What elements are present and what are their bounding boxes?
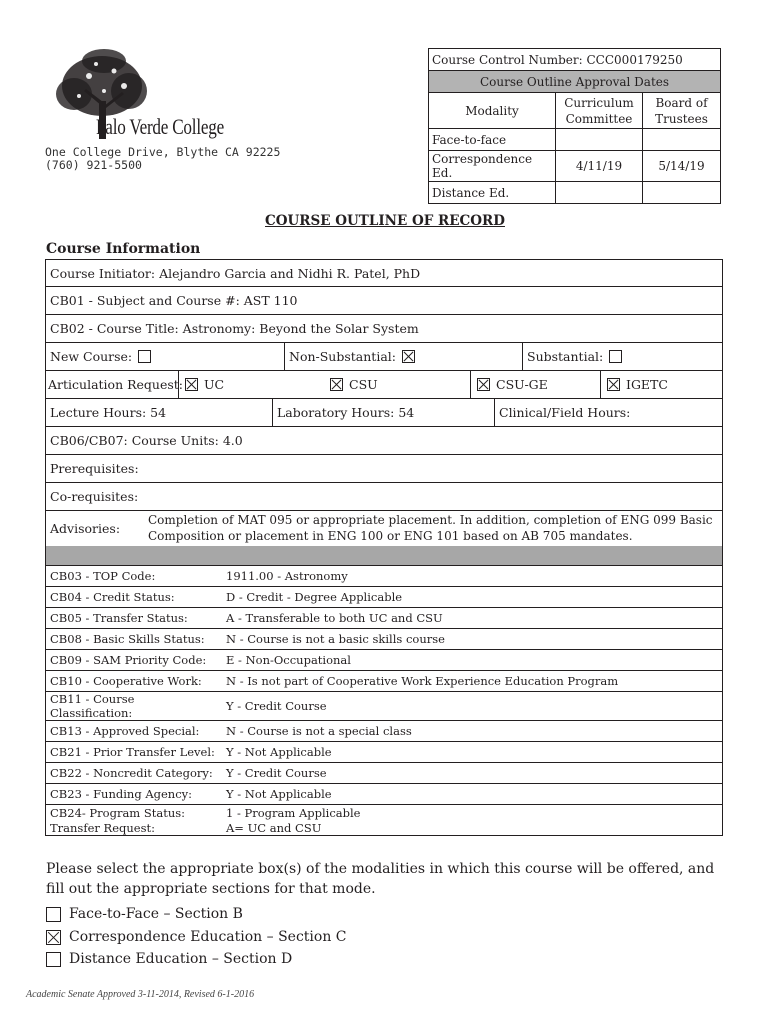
code-row <box>46 629 723 650</box>
document-title: COURSE OUTLINE OF RECORD <box>265 213 505 229</box>
curriculum-date: 4/11/19 <box>556 151 643 182</box>
code-value: D - Credit - Degree Applicable <box>222 587 723 608</box>
modality-cell: Correspondence Ed. <box>429 151 556 182</box>
modality-cell: Distance Ed. <box>429 182 556 204</box>
address-line: One College Drive, Blythe CA 92225 <box>45 145 281 159</box>
csu-ge-checkbox[interactable] <box>477 378 490 391</box>
approval-header: Course Outline Approval Dates <box>429 71 721 93</box>
course-units: CB06/CB07: Course Units: 4.0 <box>50 433 243 448</box>
modality-header: Modality <box>429 93 556 129</box>
distance-checkbox[interactable] <box>46 952 61 967</box>
code-row <box>46 671 723 692</box>
college-name: Palo Verde College <box>96 114 224 139</box>
uc-checkbox[interactable] <box>185 378 198 391</box>
corequisites-label: Co-requisites: <box>50 489 139 504</box>
new-course-checkbox[interactable] <box>138 350 151 363</box>
code-value: 1911.00 - Astronomy <box>222 566 723 587</box>
code-label: Transfer Request: <box>46 820 223 836</box>
code-label: CB05 - Transfer Status: <box>46 608 223 629</box>
articulation-label: Articulation Request: <box>48 377 184 392</box>
substantial-checkbox[interactable] <box>609 350 622 363</box>
curriculum-date <box>556 182 643 204</box>
advisories-line: Composition or placement in ENG 100 or ENG 101 based on AB 705 mandates. <box>148 529 633 543</box>
initiator-row <box>45 259 723 287</box>
approval-dates-table <box>428 48 721 204</box>
uc-label: UC <box>204 377 225 392</box>
curriculum-date <box>556 129 643 151</box>
correspondence-checkbox[interactable] <box>46 930 61 945</box>
code-value: N - Course is not a basic skills course <box>222 629 723 650</box>
section-heading: Course Information <box>46 241 201 257</box>
code-value: Y - Credit Course <box>222 692 723 721</box>
code-row <box>46 587 723 608</box>
subject-course: CB01 - Subject and Course #: AST 110 <box>50 293 298 308</box>
board-date <box>643 129 721 151</box>
laboratory-hours: Laboratory Hours: 54 <box>272 399 494 426</box>
new-course-label: New Course: <box>50 349 133 364</box>
board-date <box>643 182 721 204</box>
csu-ge-label: CSU-GE <box>496 377 548 392</box>
hours-row <box>45 399 723 427</box>
code-label: CB22 - Noncredit Category: <box>46 763 223 784</box>
code-value: Y - Credit Course <box>222 763 723 784</box>
college-address <box>45 146 280 172</box>
igetc-label: IGETC <box>626 377 668 392</box>
code-label: CB23 - Funding Agency: <box>46 784 223 805</box>
cb-codes-table <box>45 565 723 836</box>
prerequisites-row <box>45 455 723 483</box>
phone-line: (760) 921-5500 <box>45 158 142 172</box>
code-label: CB09 - SAM Priority Code: <box>46 650 223 671</box>
course-initiator: Course Initiator: Alejandro Garcia and Nidhi R. Patel, PhD <box>50 265 421 281</box>
board-header: Board of Trustees <box>643 93 721 129</box>
code-value: Y - Not Applicable <box>222 784 723 805</box>
code-value: E - Non-Occupational <box>222 650 723 671</box>
csu-label: CSU <box>349 377 378 392</box>
code-value: Y - Not Applicable <box>222 742 723 763</box>
code-row <box>46 820 723 836</box>
code-label: CB21 - Prior Transfer Level: <box>46 742 223 763</box>
code-label: CB03 - TOP Code: <box>46 566 223 587</box>
code-row <box>46 721 723 742</box>
lecture-hours: Lecture Hours: 54 <box>50 405 167 420</box>
code-value: N - Course is not a special class <box>222 721 723 742</box>
option-distance[interactable] <box>46 951 292 967</box>
corequisites-row <box>45 483 723 511</box>
code-row <box>46 763 723 784</box>
control-number: Course Control Number: CCC000179250 <box>429 49 721 71</box>
non-substantial-label: Non-Substantial: <box>289 349 396 364</box>
code-label: CB13 - Approved Special: <box>46 721 223 742</box>
option-label: Correspondence Education – Section C <box>69 929 347 945</box>
clinical-hours: Clinical/Field Hours: <box>494 399 630 426</box>
code-value: A - Transferable to both UC and CSU <box>222 608 723 629</box>
code-row <box>46 566 723 587</box>
code-label: CB08 - Basic Skills Status: <box>46 629 223 650</box>
cb01-row <box>45 287 723 315</box>
code-label: CB24- Program Status: <box>46 805 223 821</box>
code-row <box>46 650 723 671</box>
course-title: CB02 - Course Title: Astronomy: Beyond the Solar System <box>50 321 419 336</box>
prerequisites-label: Prerequisites: <box>50 461 139 476</box>
code-label: CB10 - Cooperative Work: <box>46 671 223 692</box>
code-value: 1 - Program Applicable <box>222 805 723 821</box>
code-label: CB04 - Credit Status: <box>46 587 223 608</box>
curriculum-header: Curriculum Committee <box>556 93 643 129</box>
code-value: A= UC and CSU <box>222 820 723 836</box>
units-row <box>45 427 723 455</box>
option-face-to-face[interactable] <box>46 906 243 922</box>
code-row <box>46 608 723 629</box>
advisories-label: Advisories: <box>50 521 121 536</box>
code-value: N - Is not part of Cooperative Work Experience Education Program <box>222 671 723 692</box>
code-row <box>46 692 723 721</box>
option-correspondence[interactable] <box>46 929 347 945</box>
modality-prompt: Please select the appropriate box(s) of the modalities in which this course will be offered, and fill out the appropriate sections for that mode. <box>46 861 715 897</box>
csu-checkbox[interactable] <box>330 378 343 391</box>
face-to-face-checkbox[interactable] <box>46 907 61 922</box>
non-substantial-checkbox[interactable] <box>402 350 415 363</box>
option-label: Distance Education – Section D <box>69 951 293 967</box>
articulation-row <box>45 371 723 399</box>
advisories-line: Completion of MAT 095 or appropriate placement. In addition, completion of ENG 099 Basic <box>148 513 713 527</box>
modality-cell: Face-to-face <box>429 129 556 151</box>
code-label: CB11 - Course Classification: <box>46 692 223 721</box>
code-row <box>46 784 723 805</box>
board-date: 5/14/19 <box>643 151 721 182</box>
substantial-label: Substantial: <box>527 349 604 364</box>
advisories-row <box>45 511 723 547</box>
code-row <box>46 742 723 763</box>
option-label: Face-to-Face – Section B <box>69 906 243 922</box>
igetc-checkbox[interactable] <box>607 378 620 391</box>
code-row <box>46 805 723 821</box>
course-type-row <box>45 343 723 371</box>
footer-note: Academic Senate Approved 3-11-2014, Revised 6-1-2016 <box>26 989 255 1000</box>
cb02-row <box>45 315 723 343</box>
advisories-text <box>148 511 713 544</box>
section-divider-bar <box>45 546 723 566</box>
